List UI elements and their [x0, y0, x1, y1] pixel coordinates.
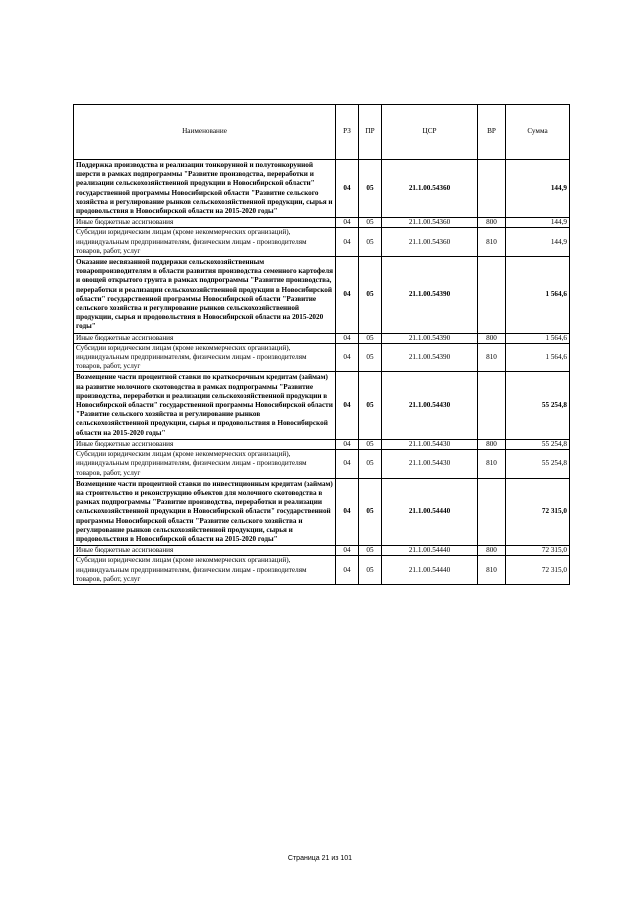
cell-sum: 72 315,0 — [506, 556, 570, 585]
cell-sum: 55 254,8 — [506, 372, 570, 439]
cell-name: Субсидии юридическим лицам (кроме некоммерческих организаций), индивидуальным предпринимателям, физическим лицам - производителям товаров, работ, услуг — [74, 343, 336, 372]
page-number: Страница 21 из 101 — [287, 855, 353, 862]
cell-sum: 1 564,6 — [506, 343, 570, 372]
cell-pr: 05 — [359, 333, 382, 343]
cell-name: Оказание несвязанной поддержки сельскохозяйственным товаропроизводителям в области развития производства семенного картофеля и овощей открытого грунта в рамках подпрограммы "Развитие производства, переработки и реализации сельскохозяйственной продукции в Новосибирской области" государственной программы Новосибирской области "Развитие сельского хозяйства и регулирование рынков сельскохозяйственной продукции, сырья и продовольствия в Новосибирской области на 2015-2020 годы" — [74, 257, 336, 334]
cell-pr: 05 — [359, 556, 382, 585]
cell-name: Иные бюджетные ассигнования — [74, 333, 336, 343]
table-body — [74, 160, 570, 585]
cell-name: Иные бюджетные ассигнования — [74, 218, 336, 228]
cell-name: Субсидии юридическим лицам (кроме некоммерческих организаций), индивидуальным предпринимателям, физическим лицам - производителям товаров, работ, услуг — [74, 228, 336, 257]
cell-vr — [478, 478, 506, 545]
cell-vr: 800 — [478, 546, 506, 556]
cell-rz: 04 — [336, 218, 359, 228]
cell-name: Иные бюджетные ассигнования — [74, 439, 336, 449]
table-row — [74, 218, 570, 228]
cell-pr: 05 — [359, 343, 382, 372]
cell-vr — [478, 257, 506, 334]
cell-sum: 1 564,6 — [506, 333, 570, 343]
cell-vr: 800 — [478, 333, 506, 343]
cell-vr — [478, 160, 506, 218]
cell-pr: 05 — [359, 257, 382, 334]
cell-csr: 21.1.00.54440 — [382, 556, 478, 585]
cell-csr: 21.1.00.54430 — [382, 372, 478, 439]
table-row — [74, 439, 570, 449]
cell-pr: 05 — [359, 546, 382, 556]
cell-vr: 810 — [478, 343, 506, 372]
cell-sum: 72 315,0 — [506, 478, 570, 545]
cell-csr: 21.1.00.54360 — [382, 228, 478, 257]
table-row — [74, 343, 570, 372]
table-row — [74, 257, 570, 334]
cell-rz: 04 — [336, 372, 359, 439]
table-row — [74, 160, 570, 218]
cell-pr: 05 — [359, 228, 382, 257]
cell-name: Возмещение части процентной ставки по краткосрочным кредитам (займам) на развитие молочного скотоводства в рамках подпрограммы "Развитие производства, переработки и реализации сельскохозяйственной продукции в Новосибирской области" государственной программы Новосибирской области "Развитие сельского хозяйства и регулирование рынков сельскохозяйственной продукции, сырья и продовольствия в Новосибирской области на 2015-2020 годы" — [74, 372, 336, 439]
cell-rz: 04 — [336, 228, 359, 257]
table-row — [74, 372, 570, 439]
cell-sum: 144,9 — [506, 160, 570, 218]
cell-rz: 04 — [336, 478, 359, 545]
cell-rz: 04 — [336, 546, 359, 556]
header-vr: ВР — [478, 105, 506, 160]
cell-name: Поддержка производства и реализации тонкорунной и полутонкорунной шерсти в рамках подпрограммы "Развитие производства, переработки и реализации сельскохозяйственной продукции в Новосибирской области" государственной программы Новосибирской области "Развитие сельского хозяйства и регулирование рынков сельскохозяйственной продукции, сырья и продовольствия в Новосибирской области на 2015-2020 годы" — [74, 160, 336, 218]
cell-sum: 55 254,8 — [506, 450, 570, 479]
cell-vr: 810 — [478, 228, 506, 257]
cell-csr: 21.1.00.54430 — [382, 439, 478, 449]
cell-rz: 04 — [336, 160, 359, 218]
cell-sum: 1 564,6 — [506, 257, 570, 334]
table-header-row — [74, 105, 570, 160]
budget-table — [73, 104, 570, 585]
header-csr: ЦСР — [382, 105, 478, 160]
cell-name: Иные бюджетные ассигнования — [74, 546, 336, 556]
cell-name: Субсидии юридическим лицам (кроме некоммерческих организаций), индивидуальным предпринимателям, физическим лицам - производителям товаров, работ, услуг — [74, 556, 336, 585]
header-sum: Сумма — [506, 105, 570, 160]
cell-rz: 04 — [336, 333, 359, 343]
cell-rz: 04 — [336, 439, 359, 449]
cell-csr: 21.1.00.54440 — [382, 478, 478, 545]
cell-sum: 72 315,0 — [506, 546, 570, 556]
table-row — [74, 546, 570, 556]
header-rz: РЗ — [336, 105, 359, 160]
cell-sum: 144,9 — [506, 228, 570, 257]
cell-vr: 800 — [478, 439, 506, 449]
cell-vr: 810 — [478, 556, 506, 585]
cell-pr: 05 — [359, 218, 382, 228]
table-row — [74, 450, 570, 479]
cell-sum: 55 254,8 — [506, 439, 570, 449]
cell-csr: 21.1.00.54360 — [382, 160, 478, 218]
cell-pr: 05 — [359, 450, 382, 479]
cell-rz: 04 — [336, 556, 359, 585]
cell-rz: 04 — [336, 343, 359, 372]
cell-vr: 810 — [478, 450, 506, 479]
cell-vr: 800 — [478, 218, 506, 228]
cell-pr: 05 — [359, 372, 382, 439]
cell-pr: 05 — [359, 160, 382, 218]
cell-name: Субсидии юридическим лицам (кроме некоммерческих организаций), индивидуальным предпринимателям, физическим лицам - производителям товаров, работ, услуг — [74, 450, 336, 479]
cell-csr: 21.1.00.54390 — [382, 333, 478, 343]
table-row — [74, 556, 570, 585]
cell-vr — [478, 372, 506, 439]
cell-pr: 05 — [359, 478, 382, 545]
cell-sum: 144,9 — [506, 218, 570, 228]
cell-csr: 21.1.00.54390 — [382, 257, 478, 334]
table-row — [74, 228, 570, 257]
cell-rz: 04 — [336, 450, 359, 479]
header-name: Наименование — [74, 105, 336, 160]
header-pr: ПР — [359, 105, 382, 160]
cell-csr: 21.1.00.54430 — [382, 450, 478, 479]
cell-csr: 21.1.00.54390 — [382, 343, 478, 372]
cell-pr: 05 — [359, 439, 382, 449]
cell-csr: 21.1.00.54440 — [382, 546, 478, 556]
table-row — [74, 478, 570, 545]
cell-name: Возмещение части процентной ставки по инвестиционным кредитам (займам) на строительство и реконструкцию объектов для молочного скотоводства в рамках подпрограммы "Развитие производства, переработки и реализации сельскохозяйственной продукции в Новосибирской области" государственной программы Новосибирской области "Развитие сельского хозяйства и регулирование рынков сельскохозяйственной продукции, сырья и продовольствия в Новосибирской области на 2015-2020 годы" — [74, 478, 336, 545]
cell-rz: 04 — [336, 257, 359, 334]
cell-csr: 21.1.00.54360 — [382, 218, 478, 228]
table-row — [74, 333, 570, 343]
